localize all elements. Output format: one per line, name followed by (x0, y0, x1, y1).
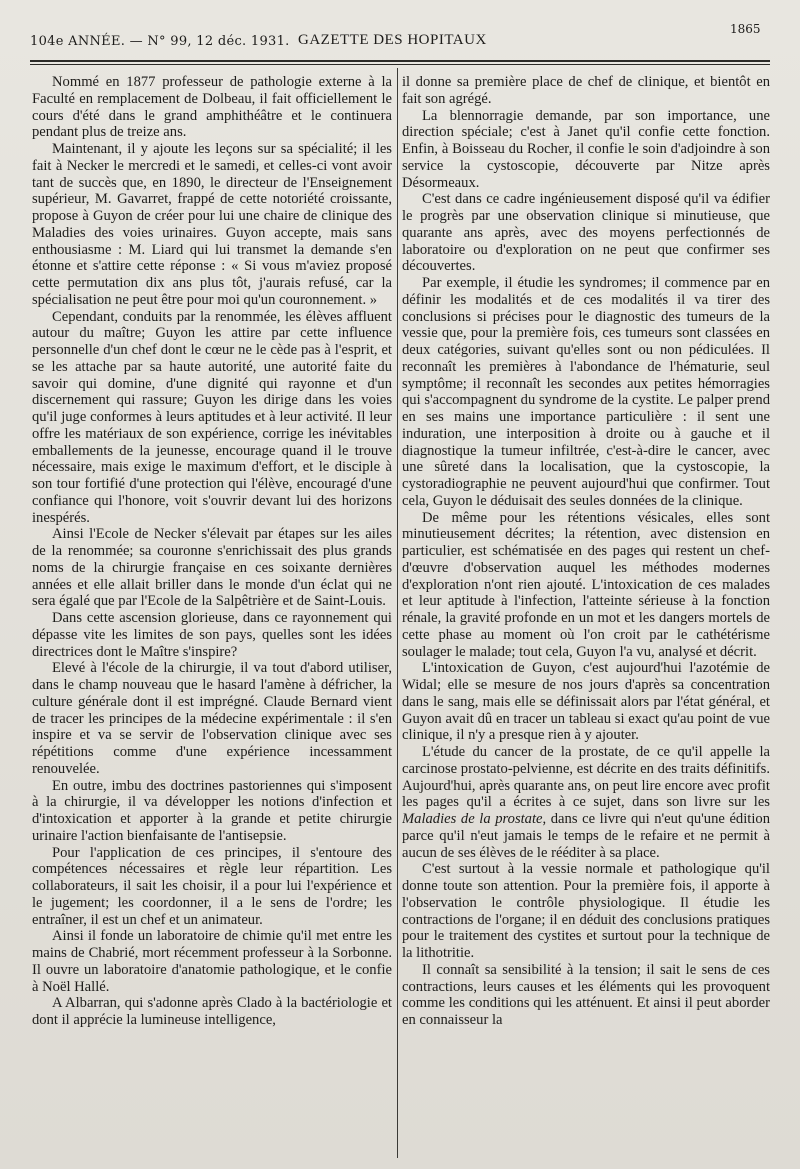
paragraph: Ainsi il fonde un laboratoire de chimie qu'il met entre les mains de Chabrié, mort récemment professeur à la Sorbonne. Il ouvre un laboratoire d'anatomie pathologique, et le confie à Noël Hallé. (32, 928, 392, 995)
paragraph: Dans cette ascension glorieuse, dans ce rayonnement qui dépasse vite les limites de son pays, quelles sont les idées directrices dont le Maître s'inspire? (32, 610, 392, 660)
paragraph: Nommé en 1877 professeur de pathologie externe à la Faculté en remplacement de Dolbeau, il fait officiellement le cours d'été dans le grand amphithéâtre et le continuera pendant plus de treize ans. (32, 74, 392, 141)
paragraph: Pour l'application de ces principes, il s'entoure des compétences nécessaires et règle leur répartition. Les collaborateurs, il sait les choisir, il a pour lui l'expérience et le jugement; les coordonner, il a le sens de l'ordre; les entraîner, il est un chef et un animateur. (32, 844, 392, 928)
text-run: , dans ce livre qui n'eut qu'une édition parce qu'il n'eut jamais le temps de le refaire et ne permit à aucun de ses élèves de le rééditer à sa place. (402, 811, 770, 861)
journal-title: GAZETTE DES HOPITAUX (298, 32, 487, 48)
paragraph: La blennorragie demande, par son importance, une direction spéciale; c'est à Janet qu'il confie cette fonction. Enfin, à Boisseau du Rocher, il confie le soin d'adjoindre à son service la cystoscopie, découverte par Nitze après Désormeaux. (402, 107, 770, 191)
right-column (402, 74, 770, 1159)
page-number: 1865 (730, 22, 761, 36)
header-rule-thick (30, 60, 770, 62)
paragraph-continued: il donne sa première place de chef de clinique, et bientôt en fait son agrégé. (402, 74, 770, 107)
paragraph: Ainsi l'Ecole de Necker s'élevait par étapes sur les ailes de la renommée; sa couronne s'enrichissait des plus grands noms de la chirurgie française en ces soixante dernières années et elle allait briller dans le monde d'un éclat qui ne sera égalé que par l'Ecole de la Salpêtrière et de Saint-Louis. (32, 526, 392, 610)
paragraph: Elevé à l'école de la chirurgie, il va tout d'abord utiliser, dans le champ nouveau que le hasard l'amène à défricher, la culture générale dont il est imprégné. Claude Bernard vient de tracer les principes de la médecine expérimentale : il s'en inspire et va se servir de l'observation clinique avec ses répétitions comme d'une expérience incessamment renouvelée. (32, 660, 392, 777)
book-title: Maladies de la prostate (402, 811, 543, 827)
column-divider (397, 68, 398, 1158)
paragraph: De même pour les rétentions vésicales, elles sont minutieusement décrites; la rétention, avec distension en particulier, est schématisée en des pages qui restent un chef-d'œuvre d'observation auquel les méthodes modernes d'exploration n'ont rien ajouté. L'intoxication de ces malades et leur aptitude à l'infection, l'atteinte sérieuse à la fonction rénale, la gravité profonde en un mot et les dangers mortels de cette phase au moment où l'on croit par le cathétérisme soulager le malade; tout cela, Guyon l'a vu, analysé et décrit. (402, 509, 770, 660)
issue-info: 104e ANNÉE. — N° 99, 12 déc. 1931. (30, 34, 290, 49)
page-header (30, 18, 770, 58)
paragraph: Cependant, conduits par la renommée, les élèves affluent autour du maître; Guyon les attire par cette influence personnelle d'un chef dont le cœur ne le cède pas à l'esprit, et se les attache par sa haute autorité, une autorité faite du savoir qui domine, d'une dignité qui rayonne et d'un discernement qui rassure; Guyon les dirige dans les voies qu'il juge conformes à leurs aptitudes et à leur activité. Il leur offre les matériaux de son expérience, corrige les inévitables emballements de la jeunesse, encourage quand il le trouve nécessaire, mais exige le maximum d'effort, et le disciple à son tour fortifié d'une protection qui l'élève, encouragé d'une confiance qui l'honore, voit s'ouvrir devant lui des horizons inespérés. (32, 308, 392, 526)
paragraph: Il connaît sa sensibilité à la tension; il sait le sens de ces contractions, leurs causes et les éléments qui les provoquent comme les conditions qui les atténuent. Et ainsi il peut aborder en connaisseur la (402, 961, 770, 1028)
paragraph: En outre, imbu des doctrines pastoriennes qui s'imposent à la chirurgie, il va développer les notions d'infection et d'intoxication et apporter à la grande et petite chirurgie urinaire l'action bienfaisante de l'antisepsie. (32, 777, 392, 844)
left-column (32, 74, 392, 1159)
paragraph: Maintenant, il y ajoute les leçons sur sa spécialité; il les fait à Necker le mercredi et le samedi, et celles-ci vont avoir tant de succès que, en 1890, le directeur de l'Enseignement supérieur, M. Gavarret, frappé de cette notoriété croissante, propose à Guyon de créer pour lui une chaire de clinique des Maladies des voies urinaires. Guyon accepte, mais sans enthousiasme : M. Liard qui lui transmet la demande s'en étonne et s'attire cette réponse : « Si vous m'aviez proposé cette permutation dix ans plus tôt, j'aurais refusé, car la spécialisation ne peut être pour moi qu'un couronnement. » (32, 141, 392, 308)
header-rule-thin (30, 64, 770, 65)
paragraph: A Albarran, qui s'adonne après Clado à la bactériologie et dont il apprécie la lumineuse intelligence, (32, 995, 392, 1028)
paragraph: L'intoxication de Guyon, c'est aujourd'hui l'azotémie de Widal; elle se mesure de nos jours d'après sa concentration dans le sang, mais elle se définissait alors par l'état général, et Guyon avait dû en tracer un tableau si exact qu'au point de vue clinique, il n'y a presque rien à y ajouter. (402, 660, 770, 744)
paragraph: C'est surtout à la vessie normale et pathologique qu'il donne toute son attention. Pour la première fois, il apporte à l'observation le contrôle physiologique. Il étudie les contractions de l'organe; il en déduit des conclusions pratiques pour le traitement des cystites et surtout pour la technique de la lithotritie. (402, 861, 770, 961)
text-run: L'étude du cancer de la prostate, de ce qu'il appelle la carcinose prostato-pelvienne, est décrite en des traits définitifs. Aujourd'hui, après quarante ans, on peut lire encore avec profit les pages qu'il a écrites à ce sujet, dans son livre sur les (402, 744, 770, 811)
paragraph: C'est dans ce cadre ingénieusement disposé qu'il va édifier le progrès par une observation clinique si minutieuse, que quarante ans après, avec des moyens perfectionnés de laboratoire ou d'exploration on ne peut que confirmer ses découvertes. (402, 191, 770, 275)
paragraph: Par exemple, il étudie les syndromes; il commence par en définir les modalités et de ces modalités il va tirer des conclusions si précises pour le diagnostic des tumeurs de la vessie que, pour la première fois, ces tumeurs sont classées en deux catégories, suivant qu'elles sont ou non pédiculées. Il reconnaît les premières à l'abondance de l'hématurie, seul symptôme; il reconnaît les secondes aux petites hémorragies qui s'accompagnent du syndrome de la cystite. Le palper prend en ses mains une importance particulière : il sent une induration, une interposition à droite ou à gauche et il diagnostique la tumeur infiltrée, c'est-à-dire le cancer, avec une sûreté dans la localisation, que la cystoscopie, la cystoradiographie ne peuvent aujourd'hui que confirmer. Tout cela, Guyon le déduisait des seules données de la clinique. (402, 275, 770, 509)
paragraph (402, 744, 770, 861)
